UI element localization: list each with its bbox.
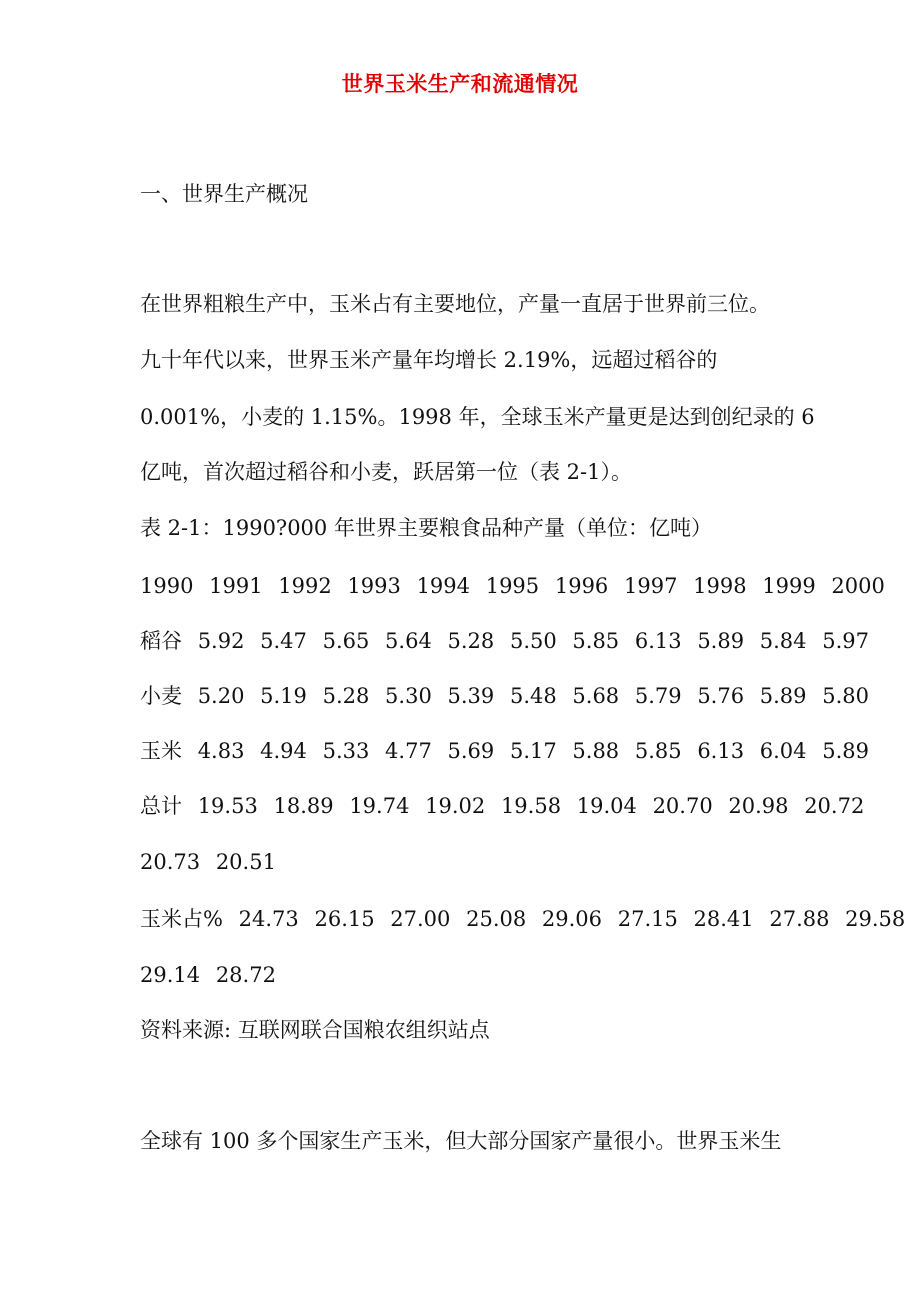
- value-cell: 5.30: [385, 684, 432, 708]
- value-cell: 5.97: [822, 629, 869, 653]
- document-title: 世界玉米生产和流通情况: [341, 71, 579, 96]
- value-cell: 28.72: [215, 963, 276, 987]
- value-cell: 5.69: [447, 739, 495, 763]
- value-cell: 5.89: [697, 629, 745, 653]
- value-cell: 5.84: [759, 629, 807, 653]
- value-cell: 6.13: [697, 739, 745, 763]
- table-row-rice: [140, 625, 878, 657]
- year-cell: 1995: [485, 574, 540, 598]
- value-cell: 19.74: [349, 794, 410, 818]
- table-row-corn-share: [140, 903, 914, 935]
- table-caption: 表 2-1：1990?000 年世界主要粮食品种产量（单位：亿吨）: [140, 516, 712, 540]
- value-cell: 5.19: [260, 684, 307, 708]
- row-label: 总计: [140, 794, 182, 818]
- value-cell: 5.76: [697, 684, 745, 708]
- row-label: 玉米占%: [140, 907, 223, 931]
- value-cell: 25.08: [466, 907, 527, 931]
- value-cell: 20.70: [652, 794, 713, 818]
- value-cell: 28.41: [693, 907, 754, 931]
- value-cell: 29.14: [140, 963, 201, 987]
- table-row-wheat: [140, 680, 878, 712]
- value-cell: 4.77: [385, 739, 432, 763]
- value-cell: 20.98: [728, 794, 789, 818]
- value-cell: 27.88: [769, 907, 830, 931]
- year-cell: 1996: [554, 574, 609, 598]
- value-cell: 5.28: [447, 629, 495, 653]
- value-cell: 6.04: [759, 739, 807, 763]
- value-cell: 5.89: [822, 739, 869, 763]
- year-cell: 1993: [347, 574, 401, 598]
- value-cell: 5.39: [447, 684, 495, 708]
- value-cell: 19.02: [425, 794, 486, 818]
- table-row-total-continued: [140, 846, 285, 878]
- year-cell: 1999: [762, 574, 816, 598]
- year-cell: 1990: [140, 574, 194, 598]
- year-cell: 1997: [623, 574, 678, 598]
- paragraph-line: 0.001%，小麦的 1.15%。1998 年，全球玉米产量更是达到创纪录的 6: [140, 405, 815, 429]
- value-cell: 20.72: [804, 794, 865, 818]
- value-cell: 27.15: [617, 907, 678, 931]
- value-cell: 5.89: [759, 684, 807, 708]
- value-cell: 29.58: [845, 907, 906, 931]
- year-cell: 1994: [416, 574, 471, 598]
- value-cell: 24.73: [238, 907, 299, 931]
- value-cell: 20.73: [140, 850, 201, 874]
- paragraph-line: 九十年代以来，世界玉米产量年均增长 2.19%，远超过稻谷的: [140, 348, 718, 372]
- value-cell: 29.06: [541, 907, 603, 931]
- paragraph-line: 在世界粗粮生产中，玉米占有主要地位，产量一直居于世界前三位。: [140, 292, 770, 316]
- value-cell: 6.13: [634, 629, 682, 653]
- value-cell: 5.33: [322, 739, 370, 763]
- value-cell: 19.53: [197, 794, 258, 818]
- value-cell: 4.94: [260, 739, 307, 763]
- table-row-corn: [140, 735, 878, 767]
- value-cell: 5.68: [572, 684, 620, 708]
- value-cell: 5.47: [260, 629, 307, 653]
- value-cell: 4.83: [197, 739, 245, 763]
- value-cell: 20.51: [215, 850, 276, 874]
- row-label: 小麦: [140, 684, 182, 708]
- value-cell: 5.48: [509, 684, 557, 708]
- table-row-total: [140, 790, 873, 822]
- value-cell: 5.50: [509, 629, 557, 653]
- value-cell: 19.04: [576, 794, 637, 818]
- value-cell: 5.92: [197, 629, 245, 653]
- row-label: 稻谷: [140, 629, 182, 653]
- value-cell: 5.20: [197, 684, 245, 708]
- value-cell: 27.00: [390, 907, 451, 931]
- paragraph-line: 全球有 100 多个国家生产玉米，但大部分国家产量很小。世界玉米生: [140, 1129, 782, 1153]
- table-row-corn-share-continued: [140, 959, 285, 991]
- value-cell: 5.88: [572, 739, 620, 763]
- value-cell: 5.65: [322, 629, 370, 653]
- row-label: 玉米: [140, 739, 182, 763]
- year-cell: 1998: [693, 574, 747, 598]
- source-note: 资料来源: 互联网联合国粮农组织站点: [140, 1018, 490, 1042]
- value-cell: 5.79: [634, 684, 682, 708]
- value-cell: 5.85: [634, 739, 682, 763]
- value-cell: 5.64: [385, 629, 432, 653]
- paragraph-line: 亿吨，首次超过稻谷和小麦，跃居第一位（表 2-1）。: [140, 460, 632, 484]
- value-cell: 26.15: [314, 907, 375, 931]
- value-cell: 19.58: [500, 794, 562, 818]
- value-cell: 18.89: [273, 794, 334, 818]
- value-cell: 5.80: [822, 684, 869, 708]
- year-cell: 2000: [831, 574, 885, 598]
- year-cell: 1992: [278, 574, 332, 598]
- value-cell: 5.28: [322, 684, 370, 708]
- value-cell: 5.85: [572, 629, 620, 653]
- year-cell: 1991: [209, 574, 263, 598]
- table-header-row: [140, 570, 894, 602]
- section-heading: 一、世界生产概况: [140, 182, 308, 206]
- value-cell: 5.17: [509, 739, 557, 763]
